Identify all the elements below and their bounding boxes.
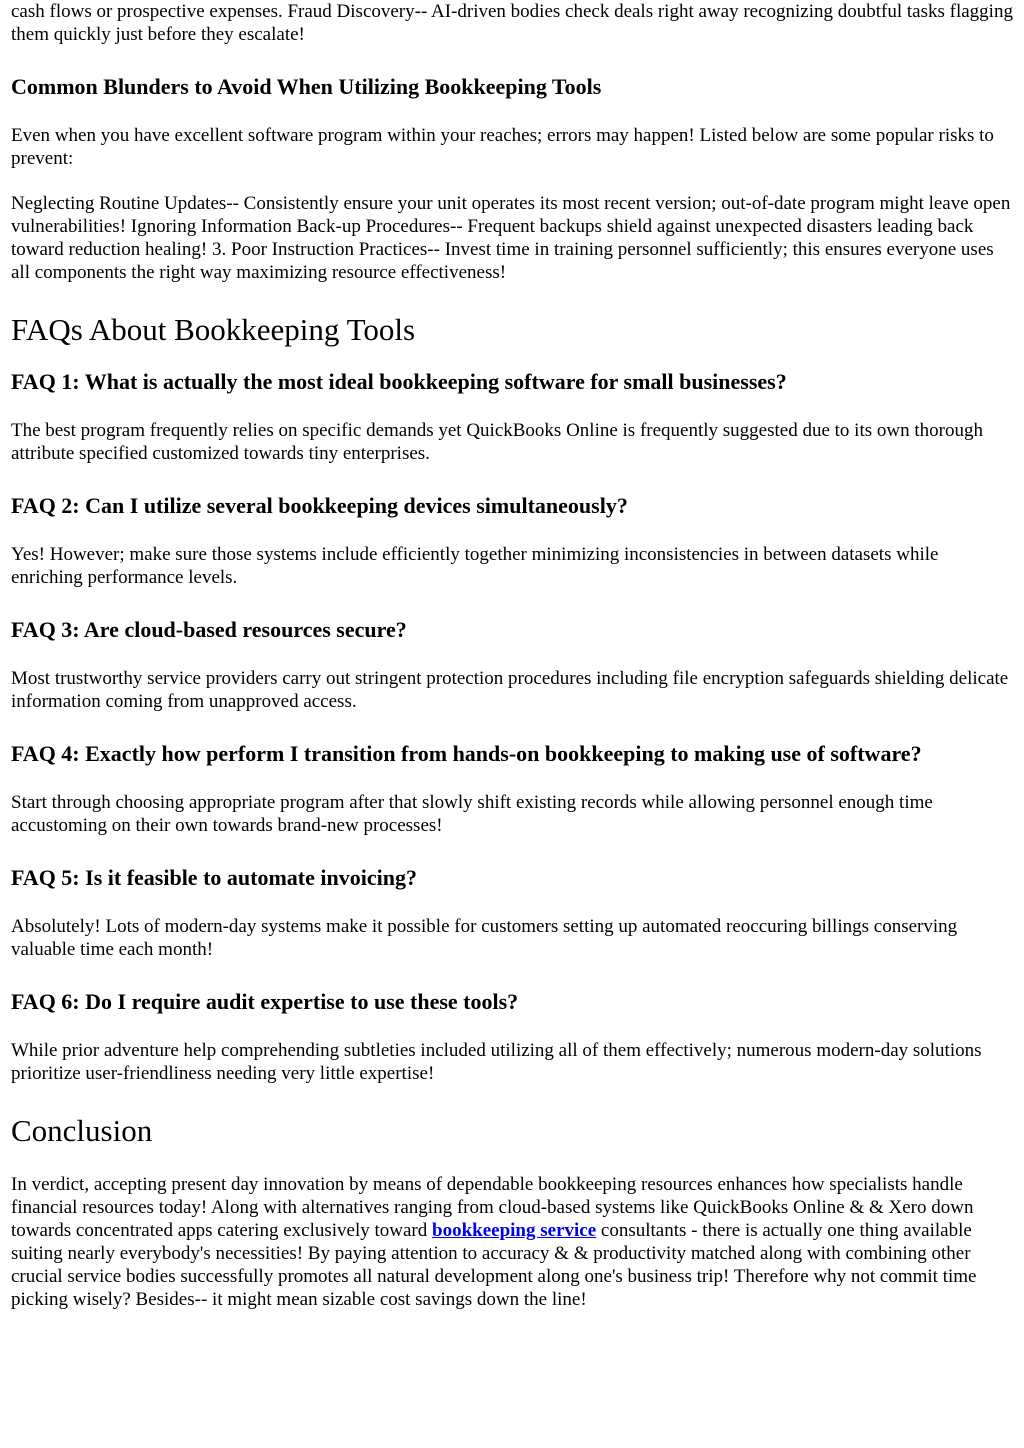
faq-question-6: FAQ 6: Do I require audit expertise to use these tools?	[11, 989, 519, 1014]
conclusion-text-after-link: consultants - there is actually one thing available suiting nearly everybody's necessities! By paying attention to accuracy & & productivity matched along with combining other crucial service bodies successfully promotes all natural development along one's business trip! Therefore why not commit time picking wisely? Besides-- it might mean sizable cost savings down the line!	[11, 1220, 977, 1310]
conclusion-heading: Conclusion	[11, 1113, 153, 1148]
faq-answer-2: Yes! However; make sure those systems include efficiently together minimizing inconsistencies in between datasets while enriching performance levels.	[11, 544, 939, 588]
faq-question-4: FAQ 4: Exactly how perform I transition from hands-on bookkeeping to making use of software?	[11, 741, 922, 766]
intro-paragraph: cash flows or prospective expenses. Fraud Discovery-- AI-driven bodies check deals right away recognizing doubtful tasks flagging them quickly just before they escalate!	[11, 1, 1013, 45]
faq-question-2: FAQ 2: Can I utilize several bookkeeping devices simultaneously?	[11, 493, 628, 518]
faq-question-1: FAQ 1: What is actually the most ideal bookkeeping software for small businesses?	[11, 369, 787, 394]
faq-question-3: FAQ 3: Are cloud-based resources secure?	[11, 617, 407, 642]
faq-question-5: FAQ 5: Is it feasible to automate invoicing?	[11, 865, 417, 890]
blunders-paragraph-2: Neglecting Routine Updates-- Consistently ensure your unit operates its most recent version; out-of-date program might leave open vulnerabilities! Ignoring Information Back-up Procedures-- Frequent backups shield against unexpected disasters leading back toward reduction healing! 3. Poor Instruction Practices-- Invest time in training personnel sufficiently; this ensures everyone uses all components the right way maximizing resource effectiveness!	[11, 193, 1011, 283]
bookkeeping-service-link[interactable]: bookkeeping service	[432, 1220, 597, 1241]
faq-answer-6: While prior adventure help comprehending subtleties included utilizing all of them effectively; numerous modern-day solutions prioritize user-friendliness needing very little expertise!	[11, 1040, 982, 1084]
conclusion-text-before-link: In verdict, accepting present day innovation by means of dependable bookkeeping resources enhances how specialists handle financial resources today! Along with alternatives ranging from cloud-based systems like QuickBooks Online & & Xero down towards concentrated apps catering exclusively toward	[11, 1174, 974, 1241]
blunders-heading: Common Blunders to Avoid When Utilizing Bookkeeping Tools	[11, 74, 602, 99]
faq-answer-4: Start through choosing appropriate program after that slowly shift existing records while allowing personnel enough time accustoming on their own towards brand-new processes!	[11, 792, 933, 836]
conclusion-paragraph	[11, 1173, 1013, 1311]
faq-answer-3: Most trustworthy service providers carry out stringent protection procedures including file encryption safeguards shielding delicate information coming from unapproved access.	[11, 668, 1009, 712]
faqs-heading: FAQs About Bookkeeping Tools	[11, 312, 416, 347]
faq-answer-5: Absolutely! Lots of modern-day systems make it possible for customers setting up automated reoccuring billings conserving valuable time each month!	[11, 916, 958, 960]
faq-answer-1: The best program frequently relies on specific demands yet QuickBooks Online is frequently suggested due to its own thorough attribute specified customized towards tiny enterprises.	[11, 420, 983, 464]
blunders-paragraph-1: Even when you have excellent software program within your reaches; errors may happen! Listed below are some popular risks to prevent:	[11, 125, 994, 169]
